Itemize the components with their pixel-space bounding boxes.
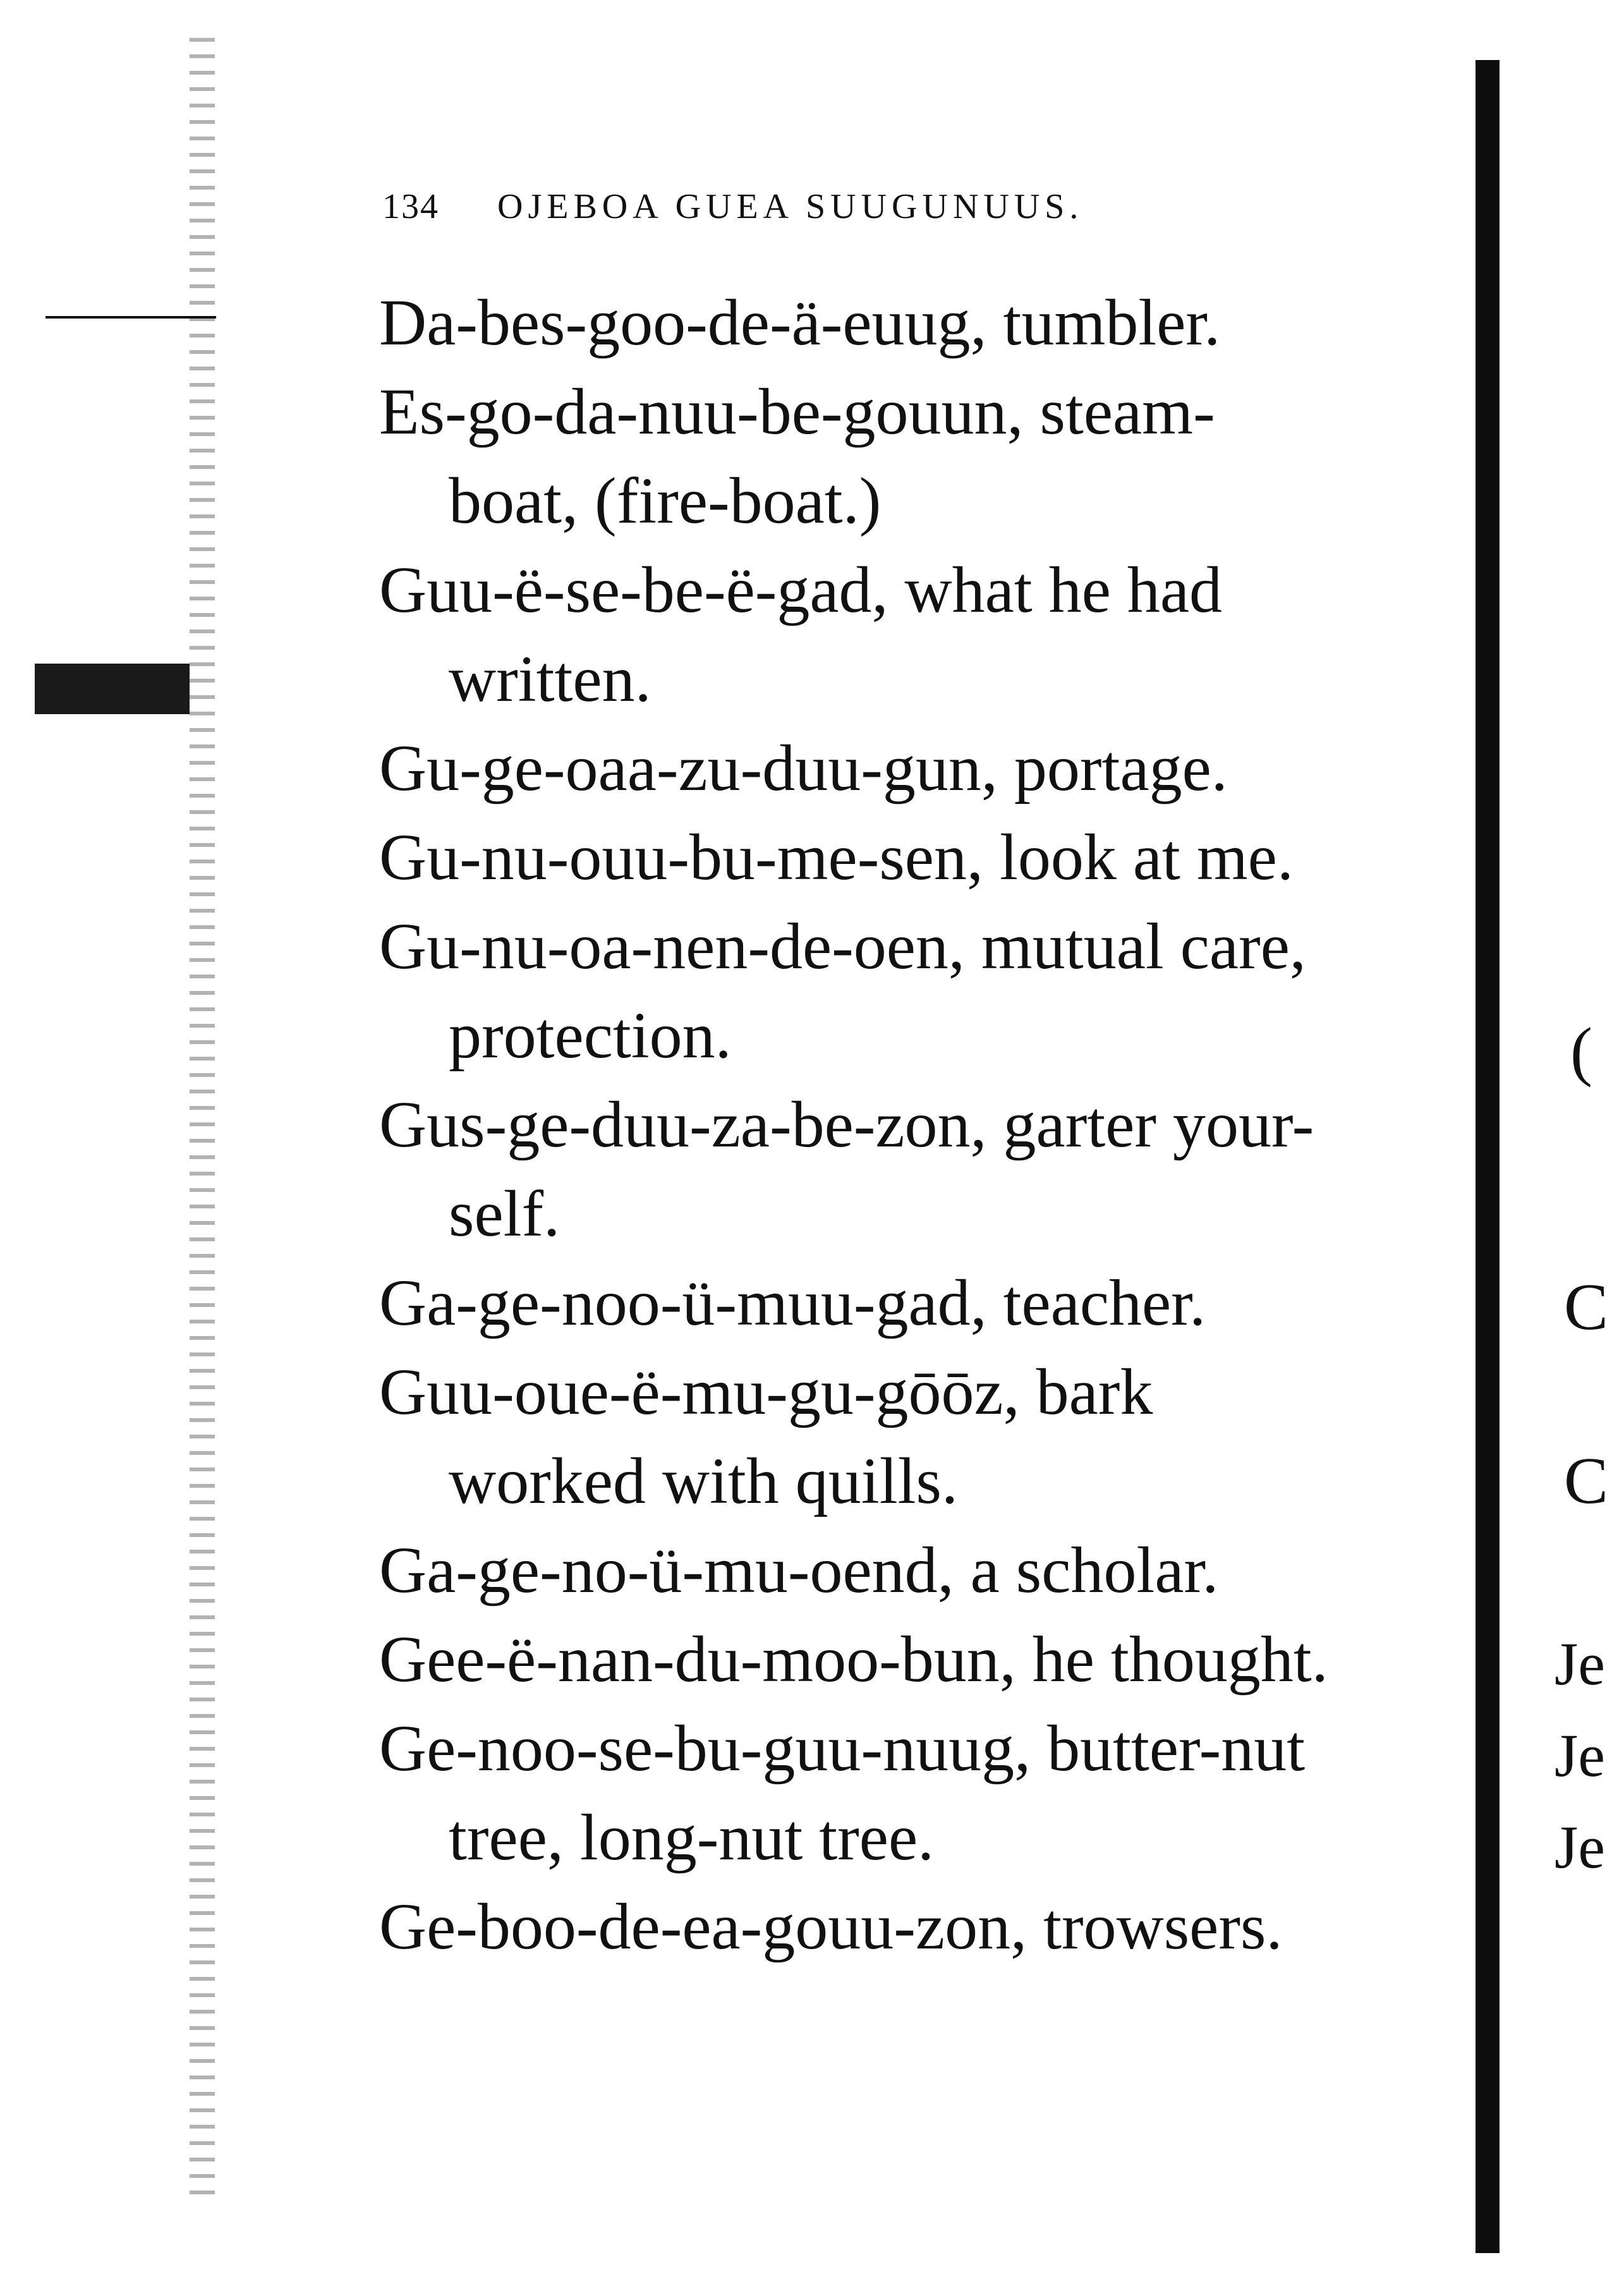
entry-line: Gu-nu-ouu-bu-me-sen, look at me. [379, 821, 1294, 894]
entry-line: Gus-ge-duu-za-be-zon, garter your- [379, 1088, 1314, 1161]
next-page-fragment: C [1564, 1270, 1609, 1344]
glossary-entry [379, 813, 1453, 902]
scan-rule-mark [45, 316, 216, 319]
entry-line: Gee-ë-nan-du-moo-bun, he thought. [379, 1623, 1328, 1696]
glossary-entry [379, 902, 1453, 1080]
entry-continuation: boat, (fire-boat.) [449, 465, 882, 537]
glossary-entry [379, 1882, 1453, 1971]
next-page-fragment: Je [1554, 1722, 1605, 1789]
running-head [382, 186, 1267, 227]
next-page-fragment: Je [1554, 1813, 1605, 1881]
entry-line: Gu-nu-oa-nen-de-oen, mutual care, [379, 910, 1306, 983]
glossary-entry [379, 367, 1453, 545]
entry-line: Ge-boo-de-ea-gouu-zon, trowsers. [379, 1890, 1283, 1963]
glossary-entry [379, 1258, 1453, 1347]
glossary-entry [379, 1704, 1453, 1882]
entry-line: Ge-noo-se-bu-guu-nuug, butter-nut [379, 1712, 1306, 1785]
entry-line: Guu-ë-se-be-ë-gad, what he had [379, 554, 1223, 626]
next-page-fragment: C [1564, 1443, 1609, 1517]
entry-continuation: worked with quills. [449, 1445, 958, 1517]
entry-continuation: protection. [449, 999, 732, 1072]
scan-gutter-noise [190, 38, 215, 2199]
entry-continuation: tree, long-nut tree. [449, 1801, 935, 1874]
glossary-entry [379, 1615, 1453, 1704]
entry-line: Gu-ge-oaa-zu-duu-gun, portage. [379, 732, 1228, 805]
entry-line: Guu-oue-ë-mu-gu-gōōz, bark [379, 1356, 1153, 1428]
page-number: 134 [382, 187, 439, 226]
entry-line: Es-go-da-nuu-be-gouun, steam- [379, 375, 1215, 448]
glossary-entry [379, 724, 1453, 813]
entry-line: Ga-ge-noo-ü-muu-gad, teacher. [379, 1267, 1206, 1339]
page-edge-shadow [1476, 60, 1500, 2253]
entry-continuation: self. [449, 1177, 561, 1250]
next-page-fragment: Je [1554, 1630, 1605, 1698]
glossary-entry [379, 1347, 1453, 1526]
next-page-fragment: ( [1570, 1014, 1592, 1088]
glossary-entry [379, 1526, 1453, 1615]
entry-line: Ga-ge-no-ü-mu-oend, a scholar. [379, 1534, 1219, 1607]
glossary-entries [379, 278, 1453, 1971]
scan-black-block [35, 664, 190, 714]
running-title: OJEBOA GUEA SUUGUNUUS. [497, 187, 1084, 226]
glossary-entry [379, 278, 1453, 367]
glossary-entry [379, 1080, 1453, 1258]
entry-continuation: written. [449, 643, 651, 715]
glossary-entry [379, 545, 1453, 724]
entry-line: Da-bes-goo-de-ä-euug, tumbler. [379, 286, 1221, 359]
